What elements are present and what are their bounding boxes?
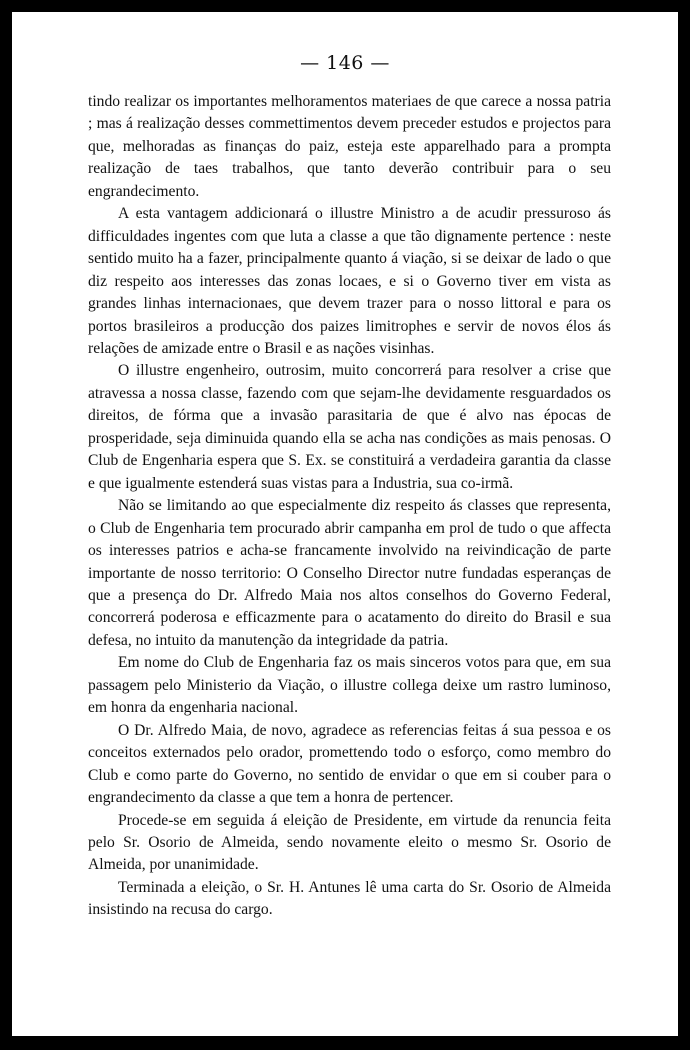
paragraph-4: Não se limitando ao que especialmente diz respeito ás classes que representa, o Club de Engenharia tem procurado abrir campanha em prol de tudo o que affecta os interesses patrios e acha-se francamente involvido na reivindicação de parte importante de nosso territorio: O Conselho Director nutre fundadas esperanças de que a presença do Dr. Alfredo Maia nos altos conselhos do Governo Federal, concorrerá poderosa e efficazmente para o acatamento do direito do Brasil e sua defesa, no intuito da manutenção da integridade da patria. [88,497,611,649]
paragraph-3: O illustre engenheiro, outrosim, muito concorrerá para resolver a crise que atravessa a nossa classe, fazendo com que sejam-lhe devidamente resguardados os direitos, de fórma que a invasão parasitaria de que é alvo nas épocas de prosperidade, seja diminuida quando ella se acha nas condições as mais penosas. O Club de Engenharia espera que S. Ex. se constituirá a verdadeira garantia da classe e que igualmente estenderá suas vistas para a Industria, sua co-irmã. [88,362,611,492]
paragraph-7: Procede-se em seguida á eleição de Presidente, em virtude da renuncia feita pelo Sr. Osorio de Almeida, sendo novamente eleito o mesmo Sr. Osorio de Almeida, por unanimidade. [88,811,611,874]
paragraph-8: Terminada a eleição, o Sr. H. Antunes lê uma carta do Sr. Osorio de Almeida insistindo na recusa do cargo. [88,878,611,919]
page-number: — 146 — [300,52,390,74]
paragraph-6: O Dr. Alfredo Maia, de novo, agradece as referencias feitas á sua pessoa e os conceitos externados pelo orador, promettendo todo o esforço, como membro do Club e como parte do Governo, no sentido de envidar o que em si couber para o engrandecimento da classe a que tem a honra de pertencer. [88,721,611,807]
paragraph-5: Em nome do Club de Engenharia faz os mais sinceros votos para que, em sua passagem pelo Ministerio da Viação, o illustre collega deixe um rastro luminoso, em honra da engenharia nacional. [88,654,611,717]
paragraph-1: tindo realizar os importantes melhoramentos materiaes de que carece a nossa patria ; mas á realização desses commettimentos devem preceder estudos e projectos para que, melhoradas as finanças do paiz, esteja este apparelhado para a prompta realização de taes trabalhos, que tanto deverão contribuir para o seu engrandecimento. [88,93,611,200]
paragraph-2: A esta vantagem addicionará o illustre Ministro a de acudir pressuroso ás difficuldades ingentes com que luta a classe a que tão dignamente pertence : neste sentido muito ha a fazer, principalmente quanto á viação, si se deixar de lado o que diz respeito aos interesses das zonas locaes, e si o Governo tiver em vista as grandes linhas internacionaes, que devem trazer para o nosso littoral e para os portos brasileiros a producção dos paizes limitrophes e servir de novos élos ás relações de amizade entre o Brasil e as nações visinhas. [88,205,611,357]
body-text [88,91,611,922]
document-page [12,12,678,1036]
